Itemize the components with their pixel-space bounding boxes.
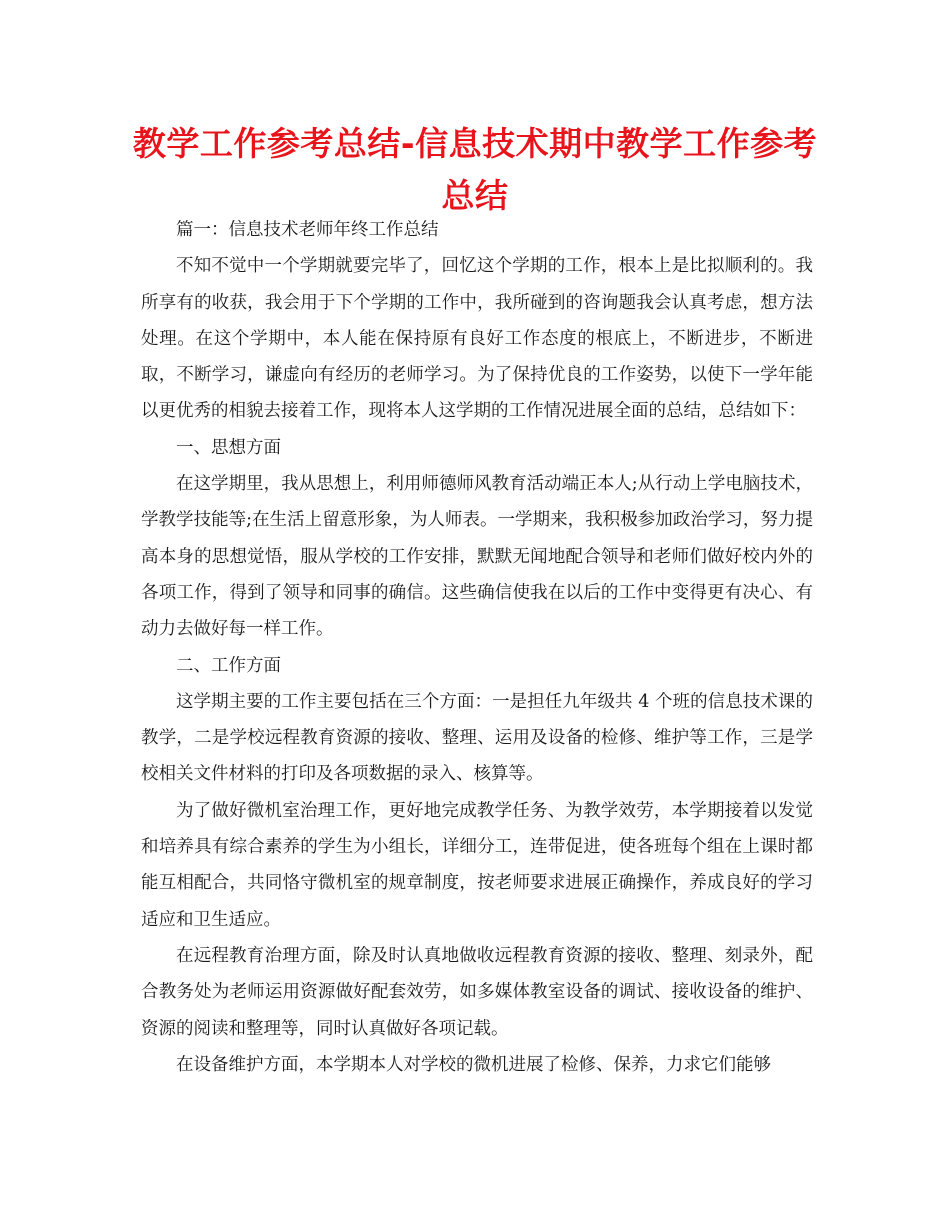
paragraph: 不知不觉中一个学期就要完毕了，回忆这个学期的工作，根本上是比拟顺利的。我所享有的收获，我会用于下个学期的工作中，我所碰到的咨询题我会认真考虑，想方法处理。在这个学期中，本人能在保持原有良好工作态度的根底上，不断进步，不断进取，不断学习，谦虚向有经历的老师学习。为了保持优良的工作姿势，以使下一学年能以更优秀的相貌去接着工作，现将本人这学期的工作情况进展全面的总结，总结如下： xyxy=(141,256,813,422)
document-title: 教学工作参考总结-信息技术期中教学工作参考总结 xyxy=(132,124,818,215)
paragraph: 为了做好微机室治理工作，更好地完成教学任务、为教学效劳，本学期接着以发觉和培养具有综合素养的学生为小组长，详细分工，连带促进，使各班每个组在上课时都能互相配合，共同恪守微机室的规章制度，按老师要求进展正确操作，养成良好的学习适应和卫生适应。 xyxy=(141,800,813,930)
paragraph: 这学期主要的工作主要包括在三个方面：一是担任九年级共 4 个班的信息技术课的教学，二是学校远程教育资源的接收、整理、运用及设备的检修、维护等工作，三是学校相关文件材料的打印及各项数据的录入、核算等。 xyxy=(141,691,813,785)
section-heading: 二、工作方面 xyxy=(176,655,281,676)
section-heading: 一、思想方面 xyxy=(176,437,281,458)
paragraph: 在远程教育治理方面，除及时认真地做收远程教育资源的接收、整理、刻录外，配合教务处为老师运用资源做好配套效劳，如多媒体教室设备的调试、接收设备的维护、资源的阅读和整理等，同时认真做好各项记载。 xyxy=(141,945,813,1039)
section-heading: 篇一：信息技术老师年终工作总结 xyxy=(176,220,439,240)
paragraph: 在这学期里，我从思想上，利用师德师风教育活动端正本人;从行动上学电脑技术，学教学技能等;在生活上留意形象，为人师表。一学期来，我积极参加政治学习，努力提高本身的思想觉悟，服从学校的工作安排，默默无闻地配合领导和老师们做好校内外的各项工作，得到了领导和同事的确信。这些确信使我在以后的工作中变得更有决心、有动力去做好每一样工作。 xyxy=(141,474,813,640)
document-body xyxy=(141,212,813,1083)
paragraph: 在设备维护方面，本学期本人对学校的微机进展了检修、保养，力求它们能够 xyxy=(176,1054,771,1075)
